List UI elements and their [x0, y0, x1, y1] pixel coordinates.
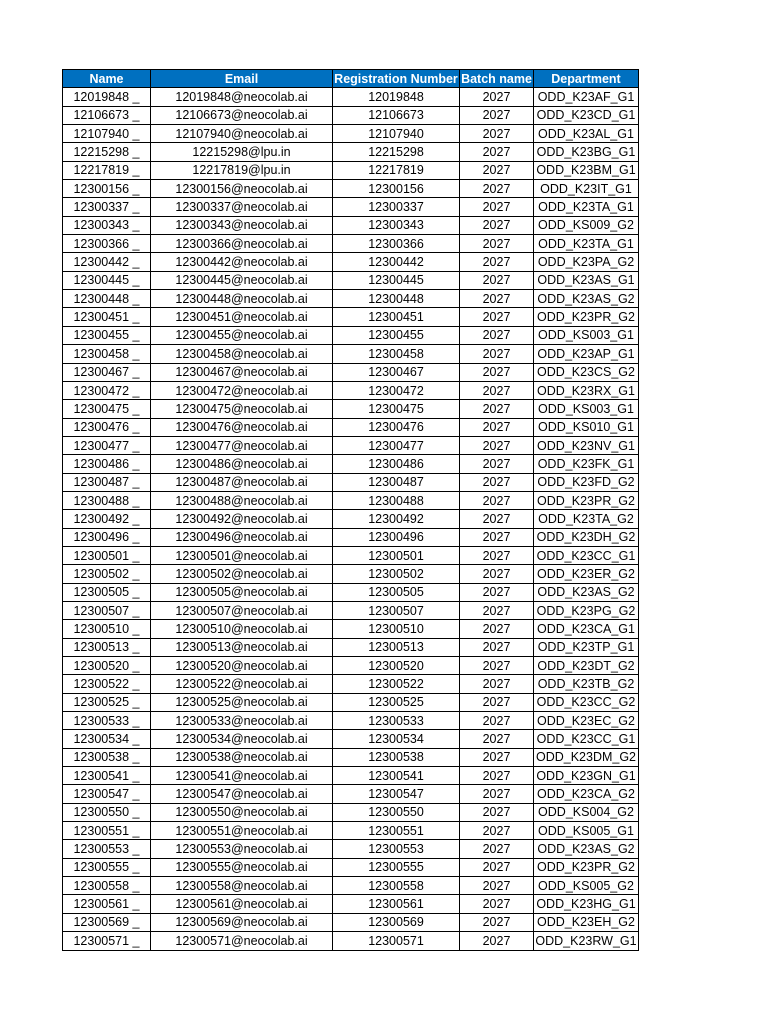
- name-cell: 12300547 _: [63, 785, 151, 803]
- name-cell: 12300486 _: [63, 455, 151, 473]
- registration-number-cell: 12300569: [333, 913, 460, 931]
- registration-number-cell: 12300448: [333, 290, 460, 308]
- table-row: [63, 216, 639, 234]
- registration-number-cell: 12300488: [333, 491, 460, 509]
- name-cell: 12300487 _: [63, 473, 151, 491]
- department-cell: ODD_K23DT_G2: [534, 657, 639, 675]
- registration-number-cell: 12300475: [333, 400, 460, 418]
- email-cell: 12019848@neocolab.ai: [151, 88, 333, 106]
- batch-name-cell: 2027: [460, 730, 534, 748]
- email-cell: 12300366@neocolab.ai: [151, 235, 333, 253]
- table-row: [63, 528, 639, 546]
- batch-name-cell: 2027: [460, 436, 534, 454]
- email-cell: 12106673@neocolab.ai: [151, 106, 333, 124]
- table-row: [63, 473, 639, 491]
- name-cell: 12300541 _: [63, 767, 151, 785]
- registration-number-cell: 12300550: [333, 803, 460, 821]
- registration-number-cell: 12300156: [333, 180, 460, 198]
- table-row: [63, 88, 639, 106]
- email-cell: 12300520@neocolab.ai: [151, 657, 333, 675]
- batch-name-cell: 2027: [460, 106, 534, 124]
- email-cell: 12300477@neocolab.ai: [151, 436, 333, 454]
- table-row: [63, 271, 639, 289]
- student-table: [62, 69, 639, 951]
- department-cell: ODD_K23TA_G2: [534, 510, 639, 528]
- email-cell: 12300513@neocolab.ai: [151, 638, 333, 656]
- email-cell: 12300507@neocolab.ai: [151, 601, 333, 619]
- department-cell: ODD_K23CD_G1: [534, 106, 639, 124]
- department-cell: ODD_K23PR_G2: [534, 858, 639, 876]
- email-cell: 12300488@neocolab.ai: [151, 491, 333, 509]
- email-cell: 12107940@neocolab.ai: [151, 125, 333, 143]
- name-cell: 12300475 _: [63, 400, 151, 418]
- department-cell: ODD_K23DM_G2: [534, 748, 639, 766]
- batch-name-cell: 2027: [460, 858, 534, 876]
- batch-name-cell: 2027: [460, 565, 534, 583]
- email-cell: 12300502@neocolab.ai: [151, 565, 333, 583]
- table-row: [63, 785, 639, 803]
- email-cell: 12300476@neocolab.ai: [151, 418, 333, 436]
- name-cell: 12300488 _: [63, 491, 151, 509]
- email-cell: 12300541@neocolab.ai: [151, 767, 333, 785]
- department-cell: ODD_K23GN_G1: [534, 767, 639, 785]
- email-cell: 12300561@neocolab.ai: [151, 895, 333, 913]
- email-cell: 12300492@neocolab.ai: [151, 510, 333, 528]
- name-cell: 12300505 _: [63, 583, 151, 601]
- registration-number-cell: 12300476: [333, 418, 460, 436]
- name-cell: 12300496 _: [63, 528, 151, 546]
- department-cell: ODD_K23TA_G1: [534, 198, 639, 216]
- name-cell: 12107940 _: [63, 125, 151, 143]
- email-cell: 12300496@neocolab.ai: [151, 528, 333, 546]
- department-cell: ODD_K23TA_G1: [534, 235, 639, 253]
- name-cell: 12300502 _: [63, 565, 151, 583]
- registration-number-cell: 12300505: [333, 583, 460, 601]
- registration-number-cell: 12300538: [333, 748, 460, 766]
- registration-number-cell: 12300520: [333, 657, 460, 675]
- department-cell: ODD_K23ER_G2: [534, 565, 639, 583]
- email-cell: 12300505@neocolab.ai: [151, 583, 333, 601]
- batch-name-cell: 2027: [460, 528, 534, 546]
- email-cell: 12300156@neocolab.ai: [151, 180, 333, 198]
- batch-name-cell: 2027: [460, 253, 534, 271]
- name-cell: 12300455 _: [63, 326, 151, 344]
- batch-name-cell: 2027: [460, 161, 534, 179]
- name-cell: 12300538 _: [63, 748, 151, 766]
- batch-name-cell: 2027: [460, 510, 534, 528]
- name-cell: 12300571 _: [63, 932, 151, 950]
- name-cell: 12300522 _: [63, 675, 151, 693]
- registration-number-cell: 12300534: [333, 730, 460, 748]
- name-cell: 12300343 _: [63, 216, 151, 234]
- table-row: [63, 620, 639, 638]
- department-cell: ODD_K23IT_G1: [534, 180, 639, 198]
- name-cell: 12300458 _: [63, 345, 151, 363]
- table-row: [63, 436, 639, 454]
- registration-number-cell: 12300492: [333, 510, 460, 528]
- table-row: [63, 712, 639, 730]
- header-batch-name: Batch name: [460, 70, 534, 88]
- email-cell: 12215298@lpu.in: [151, 143, 333, 161]
- name-cell: 12300513 _: [63, 638, 151, 656]
- registration-number-cell: 12215298: [333, 143, 460, 161]
- header-name: Name: [63, 70, 151, 88]
- department-cell: ODD_KS003_G1: [534, 326, 639, 344]
- department-cell: ODD_KS003_G1: [534, 400, 639, 418]
- table-row: [63, 895, 639, 913]
- registration-number-cell: 12300467: [333, 363, 460, 381]
- table-row: [63, 822, 639, 840]
- email-cell: 12300486@neocolab.ai: [151, 455, 333, 473]
- registration-number-cell: 12300551: [333, 822, 460, 840]
- registration-number-cell: 12300501: [333, 546, 460, 564]
- batch-name-cell: 2027: [460, 235, 534, 253]
- department-cell: ODD_K23FD_G2: [534, 473, 639, 491]
- header-registration-number: Registration Number: [333, 70, 460, 88]
- batch-name-cell: 2027: [460, 620, 534, 638]
- registration-number-cell: 12300472: [333, 381, 460, 399]
- email-cell: 12300458@neocolab.ai: [151, 345, 333, 363]
- batch-name-cell: 2027: [460, 290, 534, 308]
- batch-name-cell: 2027: [460, 693, 534, 711]
- batch-name-cell: 2027: [460, 913, 534, 931]
- email-cell: 12300501@neocolab.ai: [151, 546, 333, 564]
- table-row: [63, 565, 639, 583]
- batch-name-cell: 2027: [460, 418, 534, 436]
- name-cell: 12300507 _: [63, 601, 151, 619]
- email-cell: 12300538@neocolab.ai: [151, 748, 333, 766]
- name-cell: 12300366 _: [63, 235, 151, 253]
- table-row: [63, 601, 639, 619]
- batch-name-cell: 2027: [460, 546, 534, 564]
- department-cell: ODD_K23FK_G1: [534, 455, 639, 473]
- name-cell: 12300520 _: [63, 657, 151, 675]
- email-cell: 12300337@neocolab.ai: [151, 198, 333, 216]
- email-cell: 12300551@neocolab.ai: [151, 822, 333, 840]
- email-cell: 12300445@neocolab.ai: [151, 271, 333, 289]
- email-cell: 12300510@neocolab.ai: [151, 620, 333, 638]
- name-cell: 12300445 _: [63, 271, 151, 289]
- name-cell: 12300451 _: [63, 308, 151, 326]
- table-row: [63, 767, 639, 785]
- name-cell: 12300525 _: [63, 693, 151, 711]
- table-row: [63, 877, 639, 895]
- registration-number-cell: 12300510: [333, 620, 460, 638]
- name-cell: 12300442 _: [63, 253, 151, 271]
- department-cell: ODD_K23PR_G2: [534, 491, 639, 509]
- batch-name-cell: 2027: [460, 638, 534, 656]
- registration-number-cell: 12300477: [333, 436, 460, 454]
- name-cell: 12300558 _: [63, 877, 151, 895]
- registration-number-cell: 12300553: [333, 840, 460, 858]
- batch-name-cell: 2027: [460, 822, 534, 840]
- registration-number-cell: 12300487: [333, 473, 460, 491]
- name-cell: 12300533 _: [63, 712, 151, 730]
- department-cell: ODD_K23EC_G2: [534, 712, 639, 730]
- batch-name-cell: 2027: [460, 363, 534, 381]
- table-row: [63, 858, 639, 876]
- name-cell: 12300448 _: [63, 290, 151, 308]
- batch-name-cell: 2027: [460, 308, 534, 326]
- department-cell: ODD_K23CC_G1: [534, 730, 639, 748]
- table-row: [63, 840, 639, 858]
- name-cell: 12300501 _: [63, 546, 151, 564]
- department-cell: ODD_K23AL_G1: [534, 125, 639, 143]
- name-cell: 12019848 _: [63, 88, 151, 106]
- department-cell: ODD_K23CC_G2: [534, 693, 639, 711]
- table-row: [63, 932, 639, 950]
- email-cell: 12300550@neocolab.ai: [151, 803, 333, 821]
- email-cell: 12300475@neocolab.ai: [151, 400, 333, 418]
- table-row: [63, 290, 639, 308]
- table-row: [63, 345, 639, 363]
- batch-name-cell: 2027: [460, 675, 534, 693]
- batch-name-cell: 2027: [460, 125, 534, 143]
- batch-name-cell: 2027: [460, 583, 534, 601]
- department-cell: ODD_K23HG_G1: [534, 895, 639, 913]
- table-row: [63, 143, 639, 161]
- email-cell: 12300569@neocolab.ai: [151, 913, 333, 931]
- department-cell: ODD_K23AS_G2: [534, 583, 639, 601]
- table-row: [63, 381, 639, 399]
- department-cell: ODD_K23PA_G2: [534, 253, 639, 271]
- registration-number-cell: 12106673: [333, 106, 460, 124]
- email-cell: 12300455@neocolab.ai: [151, 326, 333, 344]
- department-cell: ODD_K23AF_G1: [534, 88, 639, 106]
- department-cell: ODD_KS009_G2: [534, 216, 639, 234]
- department-cell: ODD_K23RW_G1: [534, 932, 639, 950]
- registration-number-cell: 12300547: [333, 785, 460, 803]
- batch-name-cell: 2027: [460, 88, 534, 106]
- department-cell: ODD_K23DH_G2: [534, 528, 639, 546]
- table-row: [63, 198, 639, 216]
- department-cell: ODD_K23PG_G2: [534, 601, 639, 619]
- department-cell: ODD_K23BM_G1: [534, 161, 639, 179]
- batch-name-cell: 2027: [460, 803, 534, 821]
- table-row: [63, 455, 639, 473]
- email-cell: 12300448@neocolab.ai: [151, 290, 333, 308]
- email-cell: 12300467@neocolab.ai: [151, 363, 333, 381]
- table-row: [63, 913, 639, 931]
- registration-number-cell: 12300442: [333, 253, 460, 271]
- table-row: [63, 363, 639, 381]
- email-cell: 12300553@neocolab.ai: [151, 840, 333, 858]
- table-row: [63, 491, 639, 509]
- batch-name-cell: 2027: [460, 785, 534, 803]
- batch-name-cell: 2027: [460, 400, 534, 418]
- batch-name-cell: 2027: [460, 840, 534, 858]
- department-cell: ODD_KS005_G2: [534, 877, 639, 895]
- name-cell: 12300467 _: [63, 363, 151, 381]
- table-row: [63, 180, 639, 198]
- department-cell: ODD_K23NV_G1: [534, 436, 639, 454]
- registration-number-cell: 12300502: [333, 565, 460, 583]
- department-cell: ODD_K23AS_G2: [534, 290, 639, 308]
- registration-number-cell: 12300513: [333, 638, 460, 656]
- registration-number-cell: 12019848: [333, 88, 460, 106]
- table-row: [63, 546, 639, 564]
- name-cell: 12300492 _: [63, 510, 151, 528]
- batch-name-cell: 2027: [460, 381, 534, 399]
- batch-name-cell: 2027: [460, 180, 534, 198]
- registration-number-cell: 12107940: [333, 125, 460, 143]
- name-cell: 12215298 _: [63, 143, 151, 161]
- batch-name-cell: 2027: [460, 198, 534, 216]
- batch-name-cell: 2027: [460, 491, 534, 509]
- department-cell: ODD_KS005_G1: [534, 822, 639, 840]
- batch-name-cell: 2027: [460, 143, 534, 161]
- email-cell: 12217819@lpu.in: [151, 161, 333, 179]
- name-cell: 12300476 _: [63, 418, 151, 436]
- registration-number-cell: 12300337: [333, 198, 460, 216]
- name-cell: 12300569 _: [63, 913, 151, 931]
- name-cell: 12106673 _: [63, 106, 151, 124]
- email-cell: 12300487@neocolab.ai: [151, 473, 333, 491]
- registration-number-cell: 12300451: [333, 308, 460, 326]
- department-cell: ODD_K23TB_G2: [534, 675, 639, 693]
- table-row: [63, 106, 639, 124]
- registration-number-cell: 12300496: [333, 528, 460, 546]
- table-body: [63, 88, 639, 950]
- email-cell: 12300555@neocolab.ai: [151, 858, 333, 876]
- email-cell: 12300472@neocolab.ai: [151, 381, 333, 399]
- batch-name-cell: 2027: [460, 216, 534, 234]
- header-email: Email: [151, 70, 333, 88]
- name-cell: 12300337 _: [63, 198, 151, 216]
- registration-number-cell: 12300445: [333, 271, 460, 289]
- email-cell: 12300522@neocolab.ai: [151, 675, 333, 693]
- table-row: [63, 308, 639, 326]
- table-row: [63, 730, 639, 748]
- batch-name-cell: 2027: [460, 932, 534, 950]
- registration-number-cell: 12300522: [333, 675, 460, 693]
- email-cell: 12300533@neocolab.ai: [151, 712, 333, 730]
- department-cell: ODD_K23BG_G1: [534, 143, 639, 161]
- table-row: [63, 583, 639, 601]
- table-row: [63, 510, 639, 528]
- department-cell: ODD_K23CS_G2: [534, 363, 639, 381]
- table-row: [63, 253, 639, 271]
- registration-number-cell: 12300555: [333, 858, 460, 876]
- registration-number-cell: 12300525: [333, 693, 460, 711]
- batch-name-cell: 2027: [460, 895, 534, 913]
- table-row: [63, 638, 639, 656]
- batch-name-cell: 2027: [460, 345, 534, 363]
- email-cell: 12300571@neocolab.ai: [151, 932, 333, 950]
- batch-name-cell: 2027: [460, 601, 534, 619]
- registration-number-cell: 12300541: [333, 767, 460, 785]
- email-cell: 12300534@neocolab.ai: [151, 730, 333, 748]
- name-cell: 12300156 _: [63, 180, 151, 198]
- registration-number-cell: 12300455: [333, 326, 460, 344]
- name-cell: 12217819 _: [63, 161, 151, 179]
- name-cell: 12300553 _: [63, 840, 151, 858]
- name-cell: 12300551 _: [63, 822, 151, 840]
- department-cell: ODD_K23RX_G1: [534, 381, 639, 399]
- department-cell: ODD_KS004_G2: [534, 803, 639, 821]
- email-cell: 12300525@neocolab.ai: [151, 693, 333, 711]
- table-row: [63, 161, 639, 179]
- batch-name-cell: 2027: [460, 712, 534, 730]
- department-cell: ODD_K23CA_G1: [534, 620, 639, 638]
- batch-name-cell: 2027: [460, 767, 534, 785]
- registration-number-cell: 12300558: [333, 877, 460, 895]
- registration-number-cell: 12300571: [333, 932, 460, 950]
- batch-name-cell: 2027: [460, 877, 534, 895]
- registration-number-cell: 12300458: [333, 345, 460, 363]
- registration-number-cell: 12300561: [333, 895, 460, 913]
- department-cell: ODD_K23AS_G2: [534, 840, 639, 858]
- department-cell: ODD_K23AS_G1: [534, 271, 639, 289]
- batch-name-cell: 2027: [460, 326, 534, 344]
- department-cell: ODD_K23CC_G1: [534, 546, 639, 564]
- registration-number-cell: 12300507: [333, 601, 460, 619]
- department-cell: ODD_K23AP_G1: [534, 345, 639, 363]
- email-cell: 12300451@neocolab.ai: [151, 308, 333, 326]
- department-cell: ODD_K23EH_G2: [534, 913, 639, 931]
- batch-name-cell: 2027: [460, 748, 534, 766]
- department-cell: ODD_KS010_G1: [534, 418, 639, 436]
- table-row: [63, 748, 639, 766]
- name-cell: 12300510 _: [63, 620, 151, 638]
- email-cell: 12300343@neocolab.ai: [151, 216, 333, 234]
- registration-number-cell: 12300533: [333, 712, 460, 730]
- batch-name-cell: 2027: [460, 473, 534, 491]
- table-row: [63, 418, 639, 436]
- name-cell: 12300555 _: [63, 858, 151, 876]
- table-row: [63, 657, 639, 675]
- registration-number-cell: 12300366: [333, 235, 460, 253]
- name-cell: 12300477 _: [63, 436, 151, 454]
- table-row: [63, 400, 639, 418]
- header-row: [63, 70, 639, 88]
- registration-number-cell: 12300343: [333, 216, 460, 234]
- table-row: [63, 675, 639, 693]
- table-row: [63, 125, 639, 143]
- registration-number-cell: 12217819: [333, 161, 460, 179]
- email-cell: 12300558@neocolab.ai: [151, 877, 333, 895]
- registration-number-cell: 12300486: [333, 455, 460, 473]
- table-row: [63, 326, 639, 344]
- name-cell: 12300472 _: [63, 381, 151, 399]
- student-table-sheet: [62, 69, 639, 951]
- department-cell: ODD_K23PR_G2: [534, 308, 639, 326]
- batch-name-cell: 2027: [460, 657, 534, 675]
- name-cell: 12300550 _: [63, 803, 151, 821]
- header-department: Department: [534, 70, 639, 88]
- table-row: [63, 693, 639, 711]
- batch-name-cell: 2027: [460, 271, 534, 289]
- name-cell: 12300534 _: [63, 730, 151, 748]
- email-cell: 12300442@neocolab.ai: [151, 253, 333, 271]
- table-row: [63, 803, 639, 821]
- department-cell: ODD_K23TP_G1: [534, 638, 639, 656]
- batch-name-cell: 2027: [460, 455, 534, 473]
- email-cell: 12300547@neocolab.ai: [151, 785, 333, 803]
- name-cell: 12300561 _: [63, 895, 151, 913]
- table-row: [63, 235, 639, 253]
- department-cell: ODD_K23CA_G2: [534, 785, 639, 803]
